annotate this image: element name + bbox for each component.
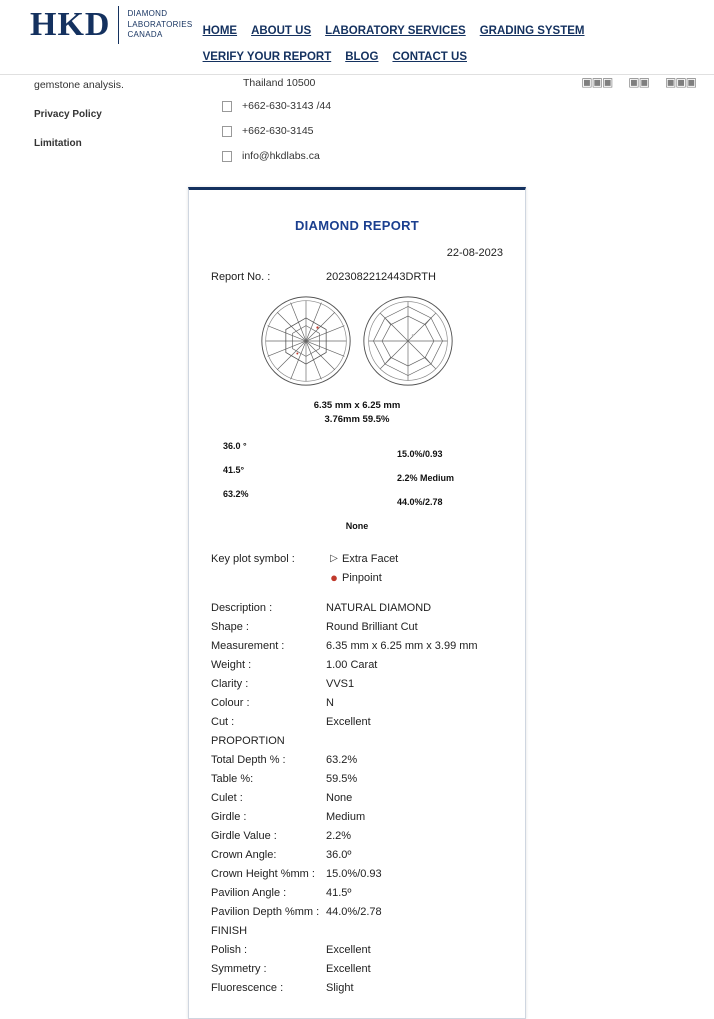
spec-label: Total Depth % : [211,753,286,766]
spec-label: Crown Height %mm : [211,867,315,880]
page-footer-fragment [0,75,714,175]
spec-value: 41.5º [326,886,352,899]
spec-row [211,884,503,903]
spec-value: Slight [326,981,354,994]
diamond-diagrams [189,293,525,389]
logo-subtitle [127,9,192,41]
footer-link-privacy-policy[interactable]: Privacy Policy [34,109,102,120]
key-plot-items [326,553,398,591]
spec-label: Polish : [211,943,248,956]
spec-value: 15.0%/0.93 [326,867,382,880]
spec-label: Fluorescence : [211,981,284,994]
phone-icon [222,126,232,137]
spec-label: Girdle : [211,810,247,823]
spec-value: NATURAL DIAMOND [326,601,432,614]
spec-row [211,903,503,922]
facebook-icon[interactable]: ▣▣▣ [581,75,613,89]
annotation-pavilion-depth: 44.0%/2.78 [397,496,443,507]
spec-label: Table %: [211,772,254,785]
spec-row [211,865,503,884]
diamond-dimensions [189,399,525,427]
diamond-crown-diagram [258,293,354,389]
phone-icon [222,101,232,112]
spec-row [211,941,503,960]
dimensions-line-1: 6.35 mm x 6.25 mm [313,400,401,411]
spec-label: Culet : [211,791,243,804]
proportion-heading: PROPORTION [211,734,285,747]
pinpoint-icon: ● [330,569,338,585]
spec-value: 44.0%/2.78 [326,905,382,918]
key-plot-item [326,569,398,585]
report-title: DIAMOND REPORT [294,218,420,233]
spec-value: 59.5% [326,772,358,785]
report-date: 22-08-2023 [446,247,503,259]
spec-value: VVS1 [326,677,355,690]
diamond-report-card [188,187,526,1019]
instagram-icon[interactable]: ▣▣▣ [664,75,696,89]
logo-wordmark: HKD [30,6,111,43]
twitter-icon[interactable]: ▣▣ [628,75,649,89]
nav-item-home[interactable]: HOME [202,25,238,37]
key-plot-item-label: Pinpoint [342,571,382,584]
report-number-label: Report No. : [211,271,271,283]
footer-left-column [34,79,204,167]
report-number-row [189,271,525,283]
nav-item-contact-us[interactable]: CONTACT US [392,51,467,63]
spec-label: Clarity : [211,677,249,690]
logo-subtitle-line-1: DIAMOND [127,8,168,18]
annotation-girdle: 2.2% Medium [397,472,455,483]
spec-value: 6.35 mm x 6.25 mm x 3.99 mm [326,639,478,652]
nav-item-laboratory-services[interactable]: LABORATORY SERVICES [325,25,466,37]
logo-subtitle-line-2: LABORATORIES [127,19,193,29]
spec-value: Medium [326,810,366,823]
spec-label: Colour : [211,696,250,709]
annotation-pavilion-angle: 41.5° [223,464,245,475]
dimensions-line-2: 3.76mm 59.5% [324,413,390,425]
spec-row [211,979,503,998]
spec-row [211,637,503,656]
spec-value: Round Brilliant Cut [326,620,418,633]
spec-row [211,808,503,827]
social-links [581,75,696,89]
spec-value: 63.2% [326,753,358,766]
spec-value: 2.2% [326,829,352,842]
spec-row [211,789,503,808]
nav-item-verify-your-report[interactable]: VERIFY YOUR REPORT [202,51,332,63]
spec-value: Excellent [326,715,371,728]
spec-value: 36.0º [326,848,352,861]
spec-value: Excellent [326,962,371,975]
annotation-total-depth: 63.2% [223,488,249,499]
spec-label: Weight : [211,658,252,671]
envelope-icon [222,151,232,162]
report-number-value: 2023082212443DRTH [326,271,436,283]
contact-email-row [222,148,452,164]
nav-item-blog[interactable]: BLOG [345,51,379,63]
spec-row [211,656,503,675]
annotation-crown-angle: 36.0 ° [223,440,247,451]
spec-row [211,770,503,789]
spec-label: Shape : [211,620,249,633]
footer-contact-column [222,77,452,173]
extra-facet-icon: ▷ [330,553,338,565]
spec-label: Description : [211,601,273,614]
contact-email[interactable]: info@hkdlabs.ca [242,150,320,162]
key-plot-label: Key plot symbol : [211,552,295,565]
site-logo[interactable] [10,6,193,44]
spec-label: Symmetry : [211,962,267,975]
spec-label: Crown Angle: [211,848,277,861]
contact-phone-1[interactable]: +662-630-3143 /44 [242,100,332,112]
spec-label: Cut : [211,715,235,728]
spec-label: Measurement : [211,639,285,652]
logo-subtitle-line-3: CANADA [127,30,163,40]
spec-value: N [326,696,334,709]
spec-row [211,599,503,618]
contact-phone-2-row [222,123,452,139]
diamond-pavilion-diagram [360,293,456,389]
spec-value: 1.00 Carat [326,658,378,671]
nav-item-grading-system[interactable]: GRADING SYSTEM [479,25,585,37]
report-specifications [189,591,525,998]
spec-label: Girdle Value : [211,829,277,842]
annotation-crown-height: 15.0%/0.93 [397,448,443,459]
spec-label: Pavilion Angle : [211,886,287,899]
key-plot-symbols [189,553,525,591]
proportion-annotations [189,431,525,531]
contact-phone-2[interactable]: +662-630-3145 [242,125,314,137]
key-plot-item-label: Extra Facet [342,552,399,565]
main-navigation [203,6,704,70]
spec-row [211,713,503,732]
spec-row [211,675,503,694]
finish-heading: FINISH [211,924,248,937]
spec-row [211,694,503,713]
footer-text-fragment: gemstone analysis. [34,79,124,91]
spec-row [211,751,503,770]
contact-phone-1-row [222,98,452,114]
contact-address: Thailand 10500 [243,77,316,89]
spec-row [211,618,503,637]
nav-item-about-us[interactable]: ABOUT US [251,25,312,37]
key-plot-item [326,553,398,565]
spec-value: None [326,791,353,804]
spec-label: Pavilion Depth %mm : [211,905,320,918]
logo-divider [118,6,119,44]
spec-row [211,960,503,979]
footer-link-limitation[interactable]: Limitation [34,138,82,149]
spec-row [211,846,503,865]
annotation-culet: None [345,520,369,531]
spec-value: Excellent [326,943,371,956]
spec-row [211,827,503,846]
site-header [0,0,714,75]
